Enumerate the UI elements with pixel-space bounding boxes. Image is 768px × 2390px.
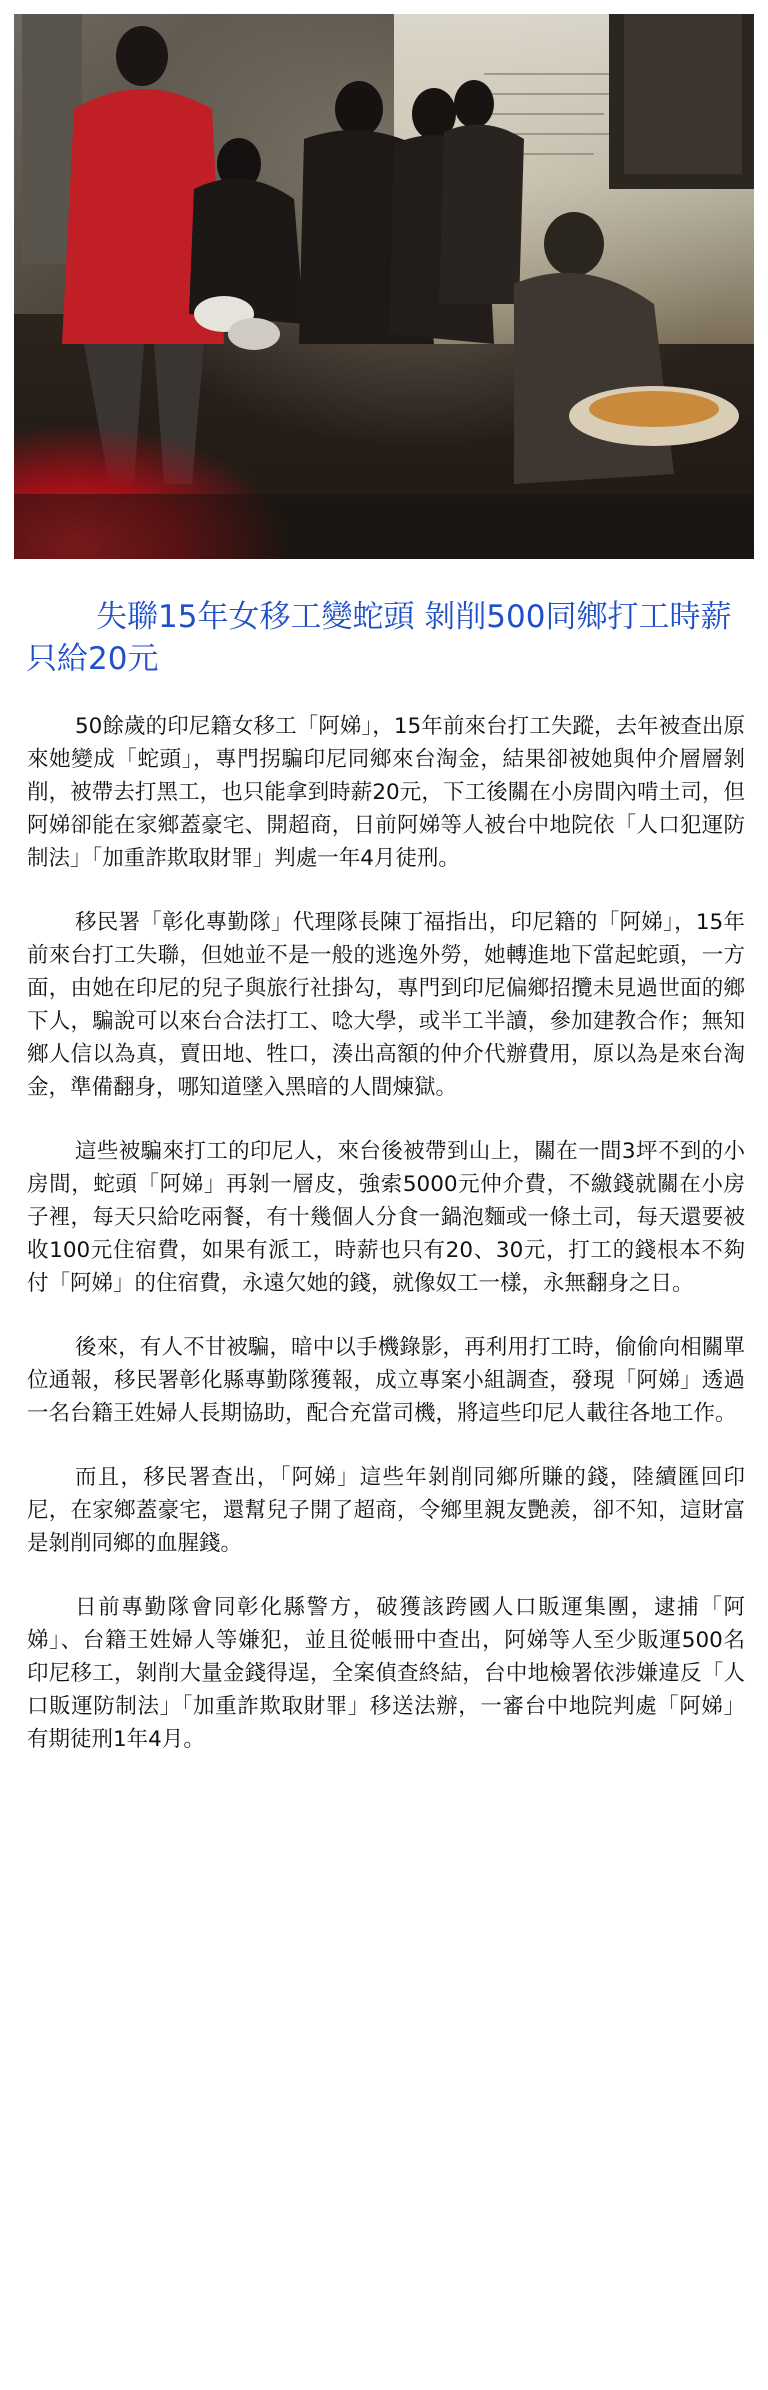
article-paragraph: 移民署「彰化專勤隊」代理隊長陳丁福指出，印尼籍的「阿娣」，15年前來台打工失聯，但她並不是一般的逃逸外勞，她轉進地下當起蛇頭，一方面，由她在印尼的兒子與旅行社掛勾，專門到印尼偏鄉招攬未見過世面的鄉下人，騙說可以來台合法打工、唸大學，或半工半讀，參加建教合作；無知鄉人信以為真，賣田地、牲口，湊出高額的仲介代辦費用，原以為是來台淘金，準備翻身，哪知道墜入黑暗的人間煉獄。 bbox=[27, 910, 745, 1100]
article-paragraph: 50餘歲的印尼籍女移工「阿娣」，15年前來台打工失蹤，去年被查出原來她變成「蛇頭」，專門拐騙印尼同鄉來台淘金，結果卻被她與仲介層層剝削，被帶去打黑工，也只能拿到時薪20元，下工後關在小房間內啃土司，但阿娣卻能在家鄉蓋豪宅、開超商，日前阿娣等人被台中地院依「人口犯運防制法」「加重詐欺取財罪」判處一年4月徒刑。 bbox=[27, 714, 745, 871]
news-photo-image bbox=[14, 14, 754, 559]
article-paragraph: 而且，移民署查出，「阿娣」這些年剝削同鄉所賺的錢，陸續匯回印尼，在家鄉蓋豪宅，還幫兒子開了超商，令鄉里親友艷羨，卻不知，這財富是剝削同鄉的血腥錢。 bbox=[27, 1465, 745, 1556]
article-body bbox=[27, 710, 745, 1756]
article-paragraph: 後來，有人不甘被騙，暗中以手機錄影，再利用打工時，偷偷向相關單位通報，移民署彰化縣專勤隊獲報，成立專案小組調查，發現「阿娣」透過一名台籍王姓婦人長期協助，配合充當司機，將這些印尼人載往各地工作。 bbox=[27, 1335, 745, 1426]
news-photo bbox=[14, 14, 754, 559]
article-paragraph: 這些被騙來打工的印尼人，來台後被帶到山上，關在一間3坪不到的小房間，蛇頭「阿娣」再剝一層皮，強索5000元仲介費，不繳錢就關在小房子裡，每天只給吃兩餐，有十幾個人分食一鍋泡麵或一條土司，每天還要被收100元住宿費，如果有派工，時薪也只有20、30元，打工的錢根本不夠付「阿娣」的住宿費，永遠欠她的錢，就像奴工一樣，永無翻身之日。 bbox=[27, 1139, 745, 1296]
article-paragraph: 日前專勤隊會同彰化縣警方，破獲該跨國人口販運集團，逮捕「阿娣」、台籍王姓婦人等嫌犯，並且從帳冊中查出，阿娣等人至少販運500名印尼移工，剝削大量金錢得逞，全案偵查終結，台中地檢署依涉嫌違反「人口販運防制法」「加重詐欺取財罪」移送法辦，一審台中地院判處「阿娣」有期徒刑1年4月。 bbox=[27, 1595, 745, 1752]
article-headline: 失聯15年女移工變蛇頭 剝削500同鄉打工時薪只給20元 bbox=[26, 599, 732, 677]
